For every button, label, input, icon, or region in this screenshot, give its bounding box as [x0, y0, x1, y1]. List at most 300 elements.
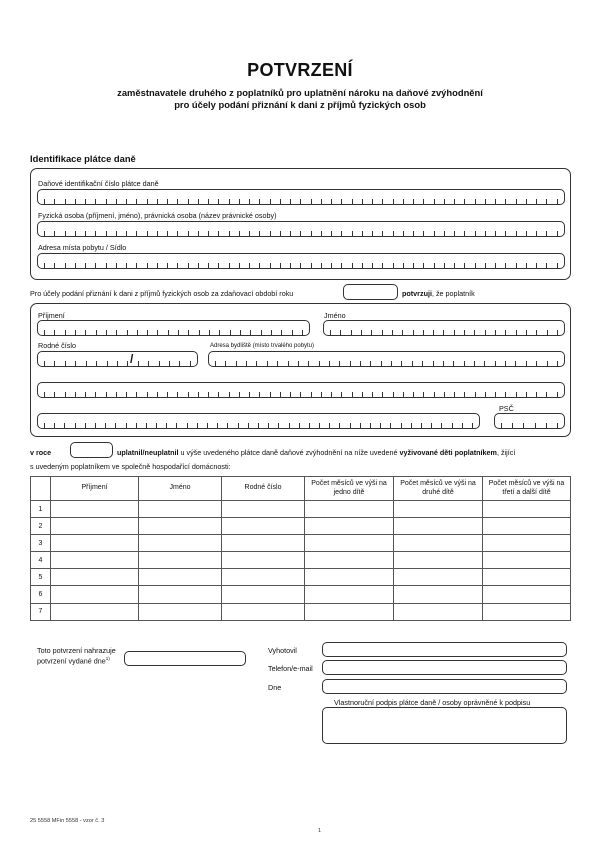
comb-tick	[352, 199, 353, 204]
comb-tick	[268, 423, 269, 428]
table-cell[interactable]	[222, 552, 305, 569]
comb-tick	[546, 231, 547, 236]
comb-tick	[341, 392, 342, 397]
replaces-date-field[interactable]	[124, 651, 246, 666]
comb-tick	[382, 263, 383, 268]
comb-tick	[54, 361, 55, 366]
comb-tick	[95, 263, 96, 268]
comb-tick	[423, 263, 424, 268]
comb-tick	[557, 231, 558, 236]
comb-tick	[86, 361, 87, 366]
table-cell[interactable]	[139, 518, 222, 535]
comb-tick	[278, 423, 279, 428]
comb-tick	[65, 231, 66, 236]
comb-tick	[75, 199, 76, 204]
comb-tick	[536, 392, 537, 397]
table-row	[31, 552, 571, 569]
comb-tick	[341, 263, 342, 268]
comb-tick	[116, 330, 117, 335]
table-cell[interactable]	[483, 603, 571, 620]
address-field-3[interactable]	[37, 413, 480, 429]
comb-tick	[54, 199, 55, 204]
table-cell[interactable]	[222, 603, 305, 620]
comb-tick	[85, 231, 86, 236]
comb-tick	[382, 392, 383, 397]
comb-tick	[321, 199, 322, 204]
comb-tick	[311, 231, 312, 236]
payer-section-title: Identifikace plátce daně	[30, 153, 136, 164]
comb-tick	[299, 423, 300, 428]
comb-tick	[422, 361, 423, 366]
comb-tick	[475, 199, 476, 204]
table-cell[interactable]	[222, 586, 305, 603]
comb-tick	[290, 392, 291, 397]
table-cell[interactable]	[139, 569, 222, 586]
comb-tick	[54, 330, 55, 335]
comb-tick	[516, 199, 517, 204]
comb-tick	[536, 330, 537, 335]
comb-tick	[495, 392, 496, 397]
comb-tick	[536, 361, 537, 366]
comb-tick	[147, 392, 148, 397]
comb-tick	[106, 231, 107, 236]
comb-tick	[505, 199, 506, 204]
table-cell[interactable]	[483, 552, 571, 569]
table-cell[interactable]	[394, 535, 483, 552]
table-cell[interactable]	[305, 552, 394, 569]
comb-tick	[136, 231, 137, 236]
table-row	[31, 586, 571, 603]
comb-tick	[271, 330, 272, 335]
comb-tick	[526, 263, 527, 268]
comb-tick	[474, 330, 475, 335]
comb-tick	[434, 199, 435, 204]
comb-tick	[350, 361, 351, 366]
comb-tick	[453, 361, 454, 366]
comb-tick	[444, 263, 445, 268]
table-row	[31, 535, 571, 552]
comb-tick	[126, 423, 127, 428]
comb-tick	[311, 263, 312, 268]
address-field-1[interactable]	[208, 351, 565, 367]
comb-tick	[495, 263, 496, 268]
comb-tick	[188, 330, 189, 335]
birth-number-slash: /	[130, 352, 134, 366]
comb-tick	[44, 231, 45, 236]
comb-tick	[546, 423, 547, 428]
comb-tick	[127, 330, 128, 335]
comb-tick	[331, 263, 332, 268]
table-row	[31, 518, 571, 535]
comb-tick	[372, 231, 373, 236]
comb-tick	[421, 423, 422, 428]
comb-tick	[350, 423, 351, 428]
comb-tick	[168, 330, 169, 335]
comb-tick	[176, 423, 177, 428]
table-cell[interactable]	[51, 518, 139, 535]
table-cell[interactable]	[483, 501, 571, 518]
comb-tick	[484, 361, 485, 366]
comb-tick	[300, 231, 301, 236]
comb-tick	[526, 330, 527, 335]
table-cell[interactable]	[222, 569, 305, 586]
confirm-text: Pro účely podání přiznání k dani z příjmů fyzických osob za zdaňovací období roku	[30, 289, 294, 298]
comb-tick	[215, 361, 216, 366]
comb-tick	[116, 392, 117, 397]
comb-tick	[472, 423, 473, 428]
comb-tick	[362, 263, 363, 268]
comb-tick	[454, 392, 455, 397]
table-row	[31, 569, 571, 586]
comb-tick	[371, 330, 372, 335]
comb-tick	[166, 423, 167, 428]
comb-tick	[331, 199, 332, 204]
comb-tick	[289, 423, 290, 428]
comb-tick	[413, 231, 414, 236]
psc-label: PSČ	[499, 404, 514, 413]
comb-tick	[505, 330, 506, 335]
comb-tick	[352, 392, 353, 397]
table-cell[interactable]	[305, 501, 394, 518]
comb-tick	[136, 263, 137, 268]
table-cell[interactable]	[222, 535, 305, 552]
phone-field[interactable]	[322, 660, 567, 675]
comb-tick	[239, 263, 240, 268]
comb-tick	[188, 263, 189, 268]
replaces-label-line1: Toto potvrzení nahrazuje	[37, 646, 116, 655]
comb-tick	[402, 330, 403, 335]
claim-year-field[interactable]	[70, 442, 113, 458]
table-cell[interactable]	[394, 501, 483, 518]
table-cell[interactable]	[222, 518, 305, 535]
comb-tick	[188, 199, 189, 204]
comb-tick	[516, 330, 517, 335]
payer-frame	[30, 168, 571, 280]
header-cell-months-first: Počet měsíců ve výši na jedno dítě	[305, 477, 394, 501]
table-cell[interactable]	[305, 518, 394, 535]
tax-year-field[interactable]	[343, 284, 398, 300]
comb-tick	[413, 392, 414, 397]
comb-tick	[485, 392, 486, 397]
comb-tick	[331, 392, 332, 397]
table-cell[interactable]	[483, 518, 571, 535]
comb-tick	[75, 392, 76, 397]
comb-tick	[209, 330, 210, 335]
comb-tick	[433, 330, 434, 335]
table-cell[interactable]	[139, 586, 222, 603]
comb-tick	[198, 392, 199, 397]
comb-tick	[146, 423, 147, 428]
name-label: Jméno	[324, 311, 346, 320]
comb-tick	[116, 263, 117, 268]
comb-tick	[249, 199, 250, 204]
table-row	[31, 603, 571, 620]
comb-tick	[239, 199, 240, 204]
comb-tick	[444, 199, 445, 204]
comb-tick	[360, 423, 361, 428]
comb-tick	[65, 330, 66, 335]
comb-tick	[116, 199, 117, 204]
comb-tick	[288, 361, 289, 366]
form-subtitle-line1: zaměstnavatele druhého z poplatníků pro uplatnění nároku na daňové zvýhodnění	[117, 87, 483, 98]
comb-tick	[547, 361, 548, 366]
comb-tick	[308, 361, 309, 366]
table-cell[interactable]	[483, 586, 571, 603]
comb-tick	[54, 231, 55, 236]
comb-tick	[485, 199, 486, 204]
comb-tick	[413, 199, 414, 204]
comb-tick	[95, 423, 96, 428]
comb-tick	[218, 263, 219, 268]
comb-tick	[339, 361, 340, 366]
comb-tick	[434, 231, 435, 236]
table-cell[interactable]	[394, 603, 483, 620]
comb-tick	[229, 263, 230, 268]
comb-tick	[107, 361, 108, 366]
date-field[interactable]	[322, 679, 567, 694]
comb-tick	[526, 361, 527, 366]
comb-tick	[505, 392, 506, 397]
comb-tick	[360, 361, 361, 366]
comb-tick	[147, 330, 148, 335]
comb-tick	[207, 423, 208, 428]
comb-tick	[412, 361, 413, 366]
table-cell[interactable]	[139, 501, 222, 518]
table-cell[interactable]	[394, 518, 483, 535]
comb-tick	[208, 392, 209, 397]
comb-tick	[495, 361, 496, 366]
comb-tick	[441, 423, 442, 428]
comb-tick	[95, 199, 96, 204]
name-field[interactable]	[323, 320, 565, 336]
table-cell[interactable]	[222, 501, 305, 518]
comb-tick	[403, 231, 404, 236]
comb-tick	[44, 199, 45, 204]
table-cell[interactable]	[139, 535, 222, 552]
form-title: POTVRZENÍ	[247, 60, 353, 80]
comb-tick	[248, 423, 249, 428]
comb-tick	[401, 361, 402, 366]
comb-tick	[147, 231, 148, 236]
comb-tick	[454, 330, 455, 335]
table-cell[interactable]	[51, 552, 139, 569]
comb-tick	[54, 392, 55, 397]
signature-field[interactable]	[322, 707, 567, 744]
comb-tick	[96, 361, 97, 366]
comb-tick	[238, 423, 239, 428]
claim-line2: s uvedeným poplatníkem ve společně hospodařící domácnosti:	[30, 462, 231, 471]
comb-tick	[300, 199, 301, 204]
payer-address-field[interactable]	[37, 253, 565, 269]
comb-tick	[85, 263, 86, 268]
comb-tick	[372, 263, 373, 268]
comb-tick	[270, 231, 271, 236]
comb-tick	[474, 361, 475, 366]
comb-tick	[413, 330, 414, 335]
comb-tick	[95, 392, 96, 397]
comb-tick	[475, 263, 476, 268]
comb-tick	[523, 423, 524, 428]
comb-tick	[157, 199, 158, 204]
comb-tick	[167, 392, 168, 397]
comb-tick	[557, 361, 558, 366]
birth-number-label: Rodné číslo	[38, 341, 76, 350]
comb-tick	[391, 361, 392, 366]
comb-tick	[290, 231, 291, 236]
taxpayer-frame	[30, 303, 571, 437]
comb-tick	[380, 423, 381, 428]
comb-tick	[167, 231, 168, 236]
header-cell-num	[31, 477, 51, 501]
comb-tick	[178, 330, 179, 335]
comb-tick	[85, 330, 86, 335]
comb-tick	[370, 361, 371, 366]
comb-tick	[501, 423, 502, 428]
psc-field[interactable]	[494, 413, 565, 429]
comb-tick	[239, 392, 240, 397]
issued-by-field[interactable]	[322, 642, 567, 657]
comb-tick	[126, 263, 127, 268]
table-cell[interactable]	[483, 569, 571, 586]
table-cell[interactable]	[483, 535, 571, 552]
table-cell[interactable]	[394, 586, 483, 603]
comb-tick	[341, 231, 342, 236]
comb-tick	[96, 330, 97, 335]
comb-tick	[515, 361, 516, 366]
comb-tick	[462, 423, 463, 428]
comb-tick	[485, 263, 486, 268]
row-number: 5	[31, 569, 51, 586]
comb-tick	[147, 199, 148, 204]
comb-tick	[187, 423, 188, 428]
table-cell[interactable]	[139, 552, 222, 569]
comb-tick	[361, 330, 362, 335]
comb-tick	[85, 199, 86, 204]
payer-dic-label: Daňové identifikační číslo plátce daně	[38, 179, 159, 188]
comb-tick	[126, 392, 127, 397]
table-cell[interactable]	[139, 603, 222, 620]
comb-tick	[54, 423, 55, 428]
comb-tick	[495, 231, 496, 236]
birth-number-field[interactable]	[37, 351, 198, 367]
table-cell[interactable]	[394, 569, 483, 586]
comb-tick	[239, 231, 240, 236]
comb-tick	[218, 392, 219, 397]
comb-tick	[434, 392, 435, 397]
comb-tick	[319, 361, 320, 366]
comb-tick	[267, 361, 268, 366]
comb-tick	[495, 330, 496, 335]
comb-tick	[116, 231, 117, 236]
table-cell[interactable]	[305, 569, 394, 586]
comb-tick	[147, 263, 148, 268]
comb-tick	[321, 263, 322, 268]
comb-tick	[277, 361, 278, 366]
comb-tick	[258, 423, 259, 428]
comb-tick	[177, 263, 178, 268]
row-number: 1	[31, 501, 51, 518]
comb-tick	[44, 330, 45, 335]
table-cell[interactable]	[305, 603, 394, 620]
confirm-suffix: potvrzuji, že poplatník	[402, 289, 475, 298]
comb-tick	[270, 199, 271, 204]
comb-tick	[126, 231, 127, 236]
payer-dic-field[interactable]	[37, 189, 565, 205]
comb-tick	[280, 231, 281, 236]
comb-tick	[443, 330, 444, 335]
comb-tick	[236, 361, 237, 366]
comb-tick	[290, 263, 291, 268]
comb-tick	[475, 392, 476, 397]
comb-tick	[403, 199, 404, 204]
comb-tick	[505, 263, 506, 268]
address-field-2[interactable]	[37, 382, 565, 398]
comb-tick	[423, 392, 424, 397]
header-cell-months-third: Počet měsíců ve výši na třetí a další dítě	[483, 477, 571, 501]
payer-name-field[interactable]	[37, 221, 565, 237]
comb-tick	[381, 361, 382, 366]
comb-tick	[218, 231, 219, 236]
comb-tick	[208, 231, 209, 236]
comb-tick	[464, 199, 465, 204]
comb-tick	[329, 423, 330, 428]
comb-tick	[535, 423, 536, 428]
comb-tick	[311, 199, 312, 204]
comb-tick	[198, 199, 199, 204]
comb-tick	[401, 423, 402, 428]
comb-tick	[526, 392, 527, 397]
comb-tick	[65, 361, 66, 366]
comb-tick	[159, 361, 160, 366]
table-cell[interactable]	[51, 569, 139, 586]
comb-tick	[464, 231, 465, 236]
comb-tick	[444, 231, 445, 236]
comb-tick	[393, 392, 394, 397]
comb-tick	[230, 330, 231, 335]
comb-tick	[126, 199, 127, 204]
table-cell[interactable]	[51, 501, 139, 518]
comb-tick	[256, 361, 257, 366]
comb-tick	[117, 361, 118, 366]
comb-tick	[167, 263, 168, 268]
comb-tick	[321, 392, 322, 397]
comb-tick	[85, 392, 86, 397]
comb-tick	[403, 392, 404, 397]
comb-tick	[309, 423, 310, 428]
table-cell[interactable]	[305, 535, 394, 552]
comb-tick	[403, 263, 404, 268]
comb-tick	[217, 423, 218, 428]
table-cell[interactable]	[51, 586, 139, 603]
table-cell[interactable]	[394, 552, 483, 569]
surname-field[interactable]	[37, 320, 310, 336]
issued-by-label: Vyhotovil	[268, 646, 297, 655]
comb-tick	[167, 199, 168, 204]
comb-tick	[330, 330, 331, 335]
row-number: 4	[31, 552, 51, 569]
comb-tick	[546, 392, 547, 397]
table-cell[interactable]	[305, 586, 394, 603]
header-cell-months-second: Počet měsíců ve výši na druhé dítě	[394, 477, 483, 501]
comb-tick	[229, 392, 230, 397]
table-cell[interactable]	[51, 603, 139, 620]
comb-tick	[475, 231, 476, 236]
comb-tick	[259, 199, 260, 204]
comb-tick	[169, 361, 170, 366]
comb-tick	[390, 423, 391, 428]
comb-tick	[177, 199, 178, 204]
table-cell[interactable]	[51, 535, 139, 552]
